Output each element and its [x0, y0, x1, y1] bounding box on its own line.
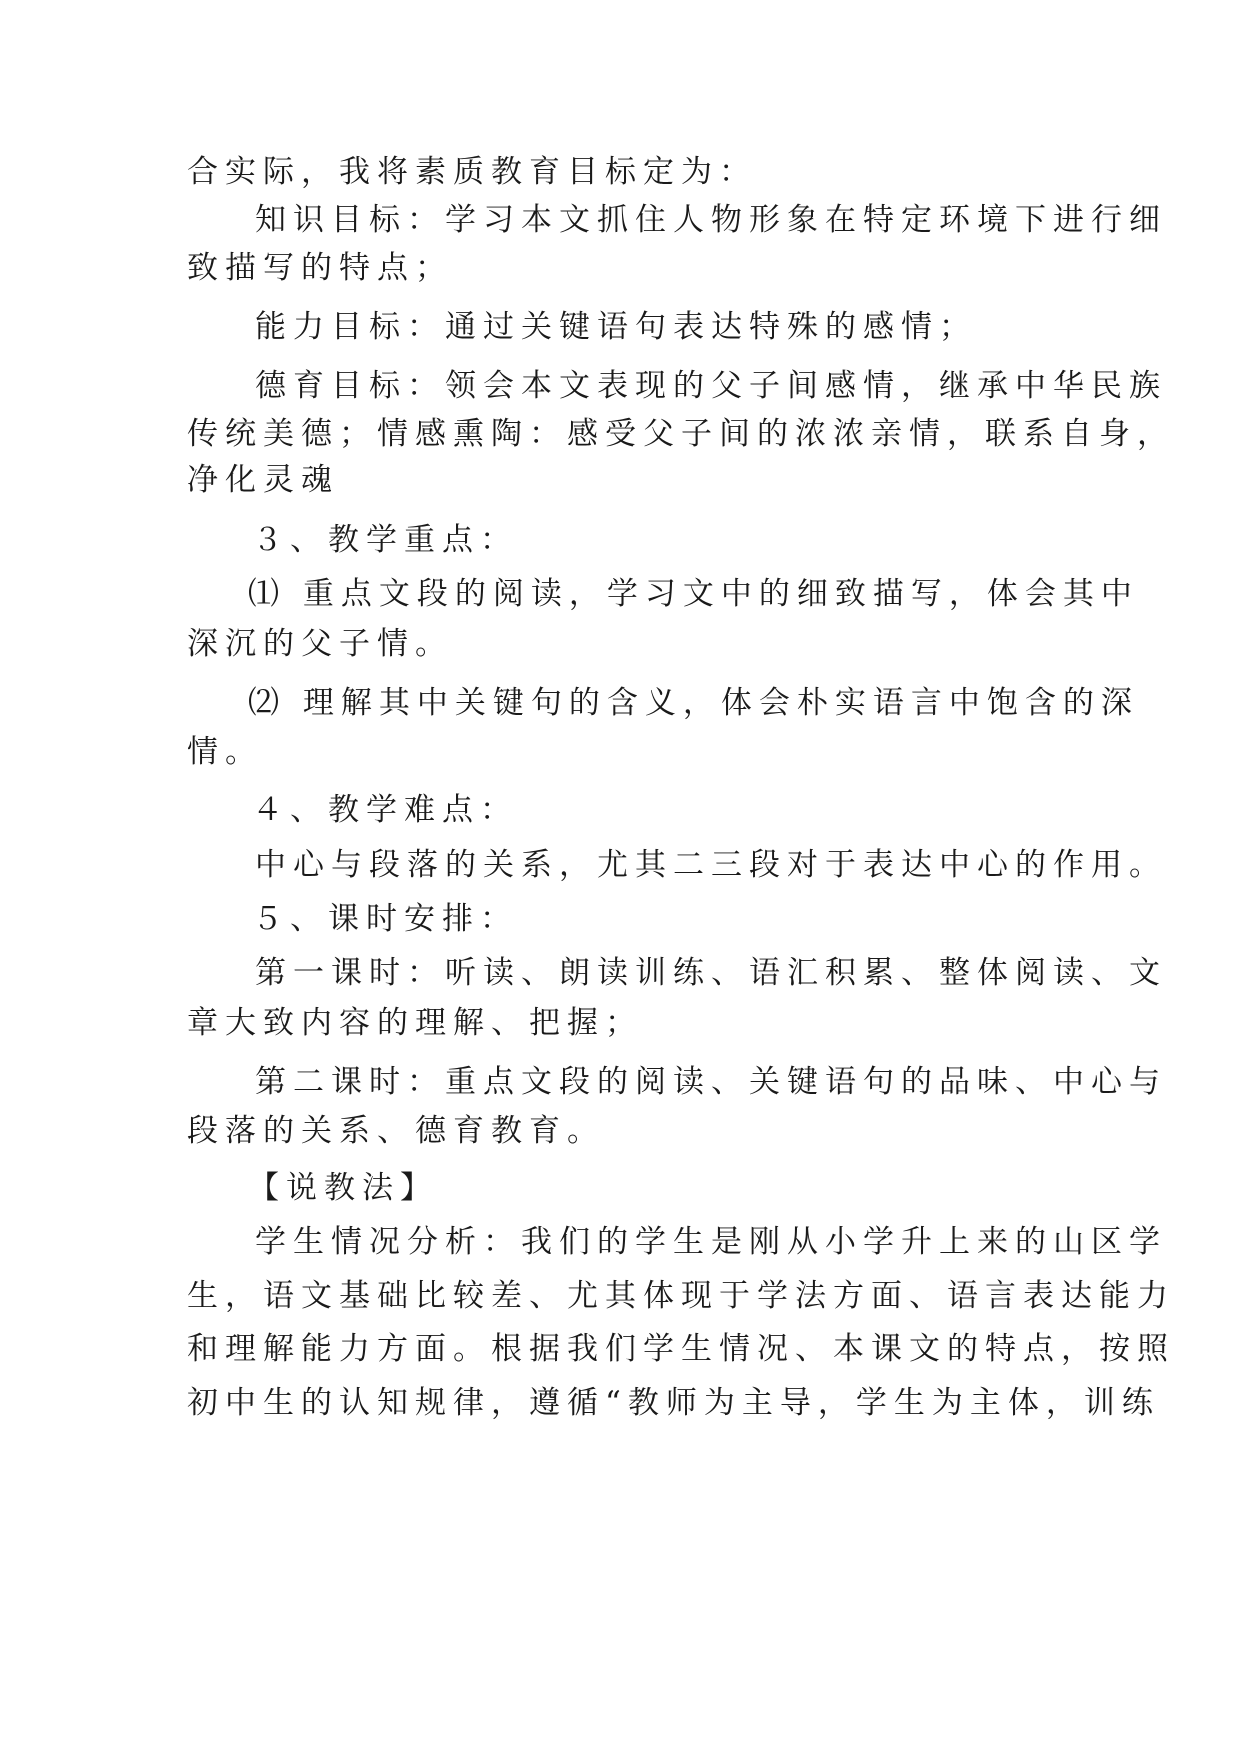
- text-line: 生，语文基础比较差、尤其体现于学法方面、语言表达能力: [187, 1278, 1175, 1314]
- text-line: 致描写的特点；: [187, 250, 453, 286]
- text-line: 中心与段落的关系，尤其二三段对于表达中心的作用。: [255, 847, 1167, 883]
- text-line: 第一课时：听读、朗读训练、语汇积累、整体阅读、文: [255, 955, 1167, 991]
- text-line: 传统美德；情感熏陶：感受父子间的浓浓亲情，联系自身，: [187, 416, 1175, 452]
- text-line: 净化灵魂: [187, 462, 339, 498]
- text-line: 德育目标：领会本文表现的父子间感情，继承中华民族: [255, 368, 1167, 404]
- text-line: 和理解能力方面。根据我们学生情况、本课文的特点，按照: [187, 1331, 1175, 1367]
- text-line: 能力目标：通过关键语句表达特殊的感情；: [255, 309, 977, 345]
- text-line: 知识目标：学习本文抓住人物形象在特定环境下进行细: [255, 202, 1167, 238]
- text-line: 深沉的父子情。: [187, 626, 453, 662]
- text-line: 合实际，我将素质教育目标定为：: [187, 154, 757, 190]
- section-heading: 【说教法】: [248, 1170, 438, 1206]
- text-line: ⑴ 重点文段的阅读，学习文中的细致描写，体会其中: [248, 576, 1139, 612]
- text-line: 学生情况分析：我们的学生是刚从小学升上来的山区学: [255, 1224, 1167, 1260]
- text-line: ⑵ 理解其中关键句的含义，体会朴实语言中饱含的深: [248, 685, 1139, 721]
- section-heading: ４、教学难点：: [252, 792, 518, 828]
- text-line: 情。: [187, 734, 263, 770]
- text-line: 段落的关系、德育教育。: [187, 1113, 605, 1149]
- section-heading: ３、教学重点：: [252, 522, 518, 558]
- text-line: 章大致内容的理解、把握；: [187, 1005, 643, 1041]
- text-line: 初中生的认知规律，遵循“教师为主导，学生为主体，训练: [187, 1385, 1160, 1421]
- section-heading: ５、课时安排：: [252, 901, 518, 937]
- text-line: 第二课时：重点文段的阅读、关键语句的品味、中心与: [255, 1064, 1167, 1100]
